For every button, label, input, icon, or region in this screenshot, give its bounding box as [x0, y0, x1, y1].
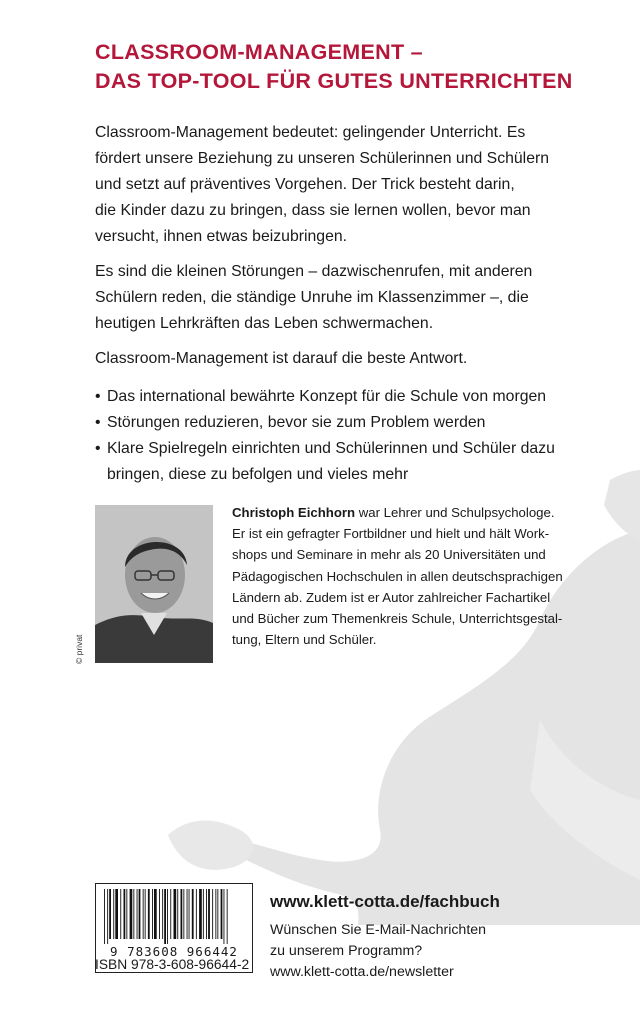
- barcode-bar: [115, 889, 118, 939]
- page-title: [95, 38, 615, 96]
- bio-line: Pädagogischen Hochschulen in allen deutschsprachigen: [232, 568, 563, 584]
- list-item-line: bringen, diese zu befolgen und vieles mehr: [107, 466, 409, 483]
- barcode-bar: [227, 889, 228, 944]
- bio-line: shops und Seminare in mehr als 20 Universitäten und: [232, 547, 546, 563]
- paragraph-line: Es sind die kleinen Störungen – dazwischenrufen, mit anderen: [95, 263, 533, 280]
- paragraph-line: und setzt auf präventives Vorgehen. Der Trick besteht darin,: [95, 176, 515, 193]
- barcode-bar: [143, 889, 144, 939]
- barcode-bar: [199, 889, 202, 939]
- barcode-bar: [154, 889, 157, 939]
- paragraph-line: Classroom-Management bedeutet: gelingender Unterricht. Es: [95, 124, 526, 141]
- barcode-bar: [109, 889, 111, 939]
- paragraph-line: versucht, ihnen etwas beizubringen.: [95, 228, 348, 245]
- barcode-bar: [148, 889, 150, 939]
- list-item-line: • Störungen reduzieren, bevor sie zum Problem werden: [107, 414, 486, 431]
- barcode-bar: [152, 889, 153, 939]
- barcode-bar: [126, 889, 127, 939]
- barcode-bar: [159, 889, 160, 939]
- bio-line: und Bücher zum Themenkreis Schule, Unterrichtsgestal-: [232, 611, 563, 627]
- barcode-bar: [124, 889, 126, 939]
- intro-paragraph: [95, 120, 595, 250]
- barcode-bar: [187, 889, 188, 939]
- paragraph-line: die Kinder dazu zu bringen, dass sie lernen wollen, bevor man: [95, 202, 531, 219]
- barcode-bar: [215, 889, 216, 939]
- list-item: [95, 384, 605, 410]
- photo-credit: © privat: [74, 634, 84, 664]
- newsletter-line: Wünschen Sie E-Mail-Nachrichten: [270, 922, 487, 938]
- barcode-bar: [145, 889, 146, 939]
- barcode-bar: [192, 889, 194, 939]
- newsletter-link[interactable]: www.klett-cotta.de/newsletter: [270, 964, 454, 980]
- paragraph-line: heutigen Lehrkräften das Leben schwermachen.: [95, 315, 434, 332]
- barcode-bar: [162, 889, 163, 939]
- barcode-bar: [174, 889, 177, 939]
- barcode-bar: [203, 889, 204, 939]
- disruptions-paragraph: [95, 259, 595, 337]
- barcode-bar: [104, 889, 105, 944]
- barcode-bar: [183, 889, 184, 939]
- barcode-bar: [206, 889, 207, 939]
- publisher-links: [270, 890, 610, 983]
- newsletter-info: [270, 920, 610, 983]
- author-name: Christoph Eichhorn: [232, 505, 356, 520]
- barcode-bar: [181, 889, 183, 939]
- barcode-bar: [167, 889, 168, 944]
- barcode-bar: [177, 889, 178, 939]
- bio-line: Er ist ein gefragter Fortbildner und hielt und hält Work-: [232, 526, 550, 542]
- bio-line: tung, Eltern und Schüler.: [232, 632, 377, 648]
- author-bio: [232, 502, 602, 650]
- barcode-bar: [137, 889, 138, 939]
- barcode-bar: [217, 889, 218, 939]
- bio-first-line: war Lehrer und Schulpsychologe.: [355, 505, 555, 520]
- barcode-bar: [113, 889, 114, 939]
- list-item-line: • Das international bewährte Konzept für die Schule von morgen: [107, 388, 547, 405]
- barcode-bar: [208, 889, 210, 939]
- bio-line: [232, 502, 602, 523]
- answer-paragraph: [95, 346, 595, 372]
- barcode-bar: [196, 889, 197, 939]
- barcode-bar: [189, 889, 190, 939]
- list-item-line: • Klare Spielregeln einrichten und Schülerinnen und Schüler dazu: [107, 440, 555, 457]
- list-item: [95, 410, 605, 436]
- title-line-1: CLASSROOM-MANAGEMENT –: [95, 40, 423, 64]
- isbn-number: ISBN 978-3-608-96644-2: [95, 957, 250, 972]
- list-item: [95, 436, 605, 488]
- barcode-bar: [224, 889, 225, 944]
- feature-list: [95, 384, 605, 488]
- paragraph-line: fördert unsere Beziehung zu unseren Schülerinnen und Schülern: [95, 150, 550, 167]
- newsletter-line: zu unserem Programm?: [270, 943, 423, 959]
- website-link[interactable]: www.klett-cotta.de/fachbuch: [270, 892, 500, 911]
- barcode-bar: [212, 889, 213, 939]
- barcode-bar: [221, 889, 223, 939]
- barcode-bar: [120, 889, 121, 939]
- author-photo: [95, 505, 213, 663]
- paragraph-line: Classroom-Management ist darauf die beste Antwort.: [95, 350, 468, 367]
- bio-line: Ländern ab. Zudem ist er Autor zahlreicher Fachartikel: [232, 589, 551, 605]
- barcode-digits: 9 783608 966442: [110, 944, 238, 959]
- barcode-bar: [139, 889, 141, 939]
- barcode-bar: [164, 889, 166, 944]
- barcode-bar: [170, 889, 171, 939]
- barcode-bar: [133, 889, 134, 939]
- barcode-bars: [102, 889, 246, 944]
- paragraph-line: Schülern reden, die ständige Unruhe im Klassenzimmer –, die: [95, 289, 529, 306]
- barcode-bar: [130, 889, 133, 939]
- title-line-2: DAS TOP-TOOL FÜR GUTES UNTERRICHTEN: [95, 69, 573, 93]
- barcode-bar: [107, 889, 108, 944]
